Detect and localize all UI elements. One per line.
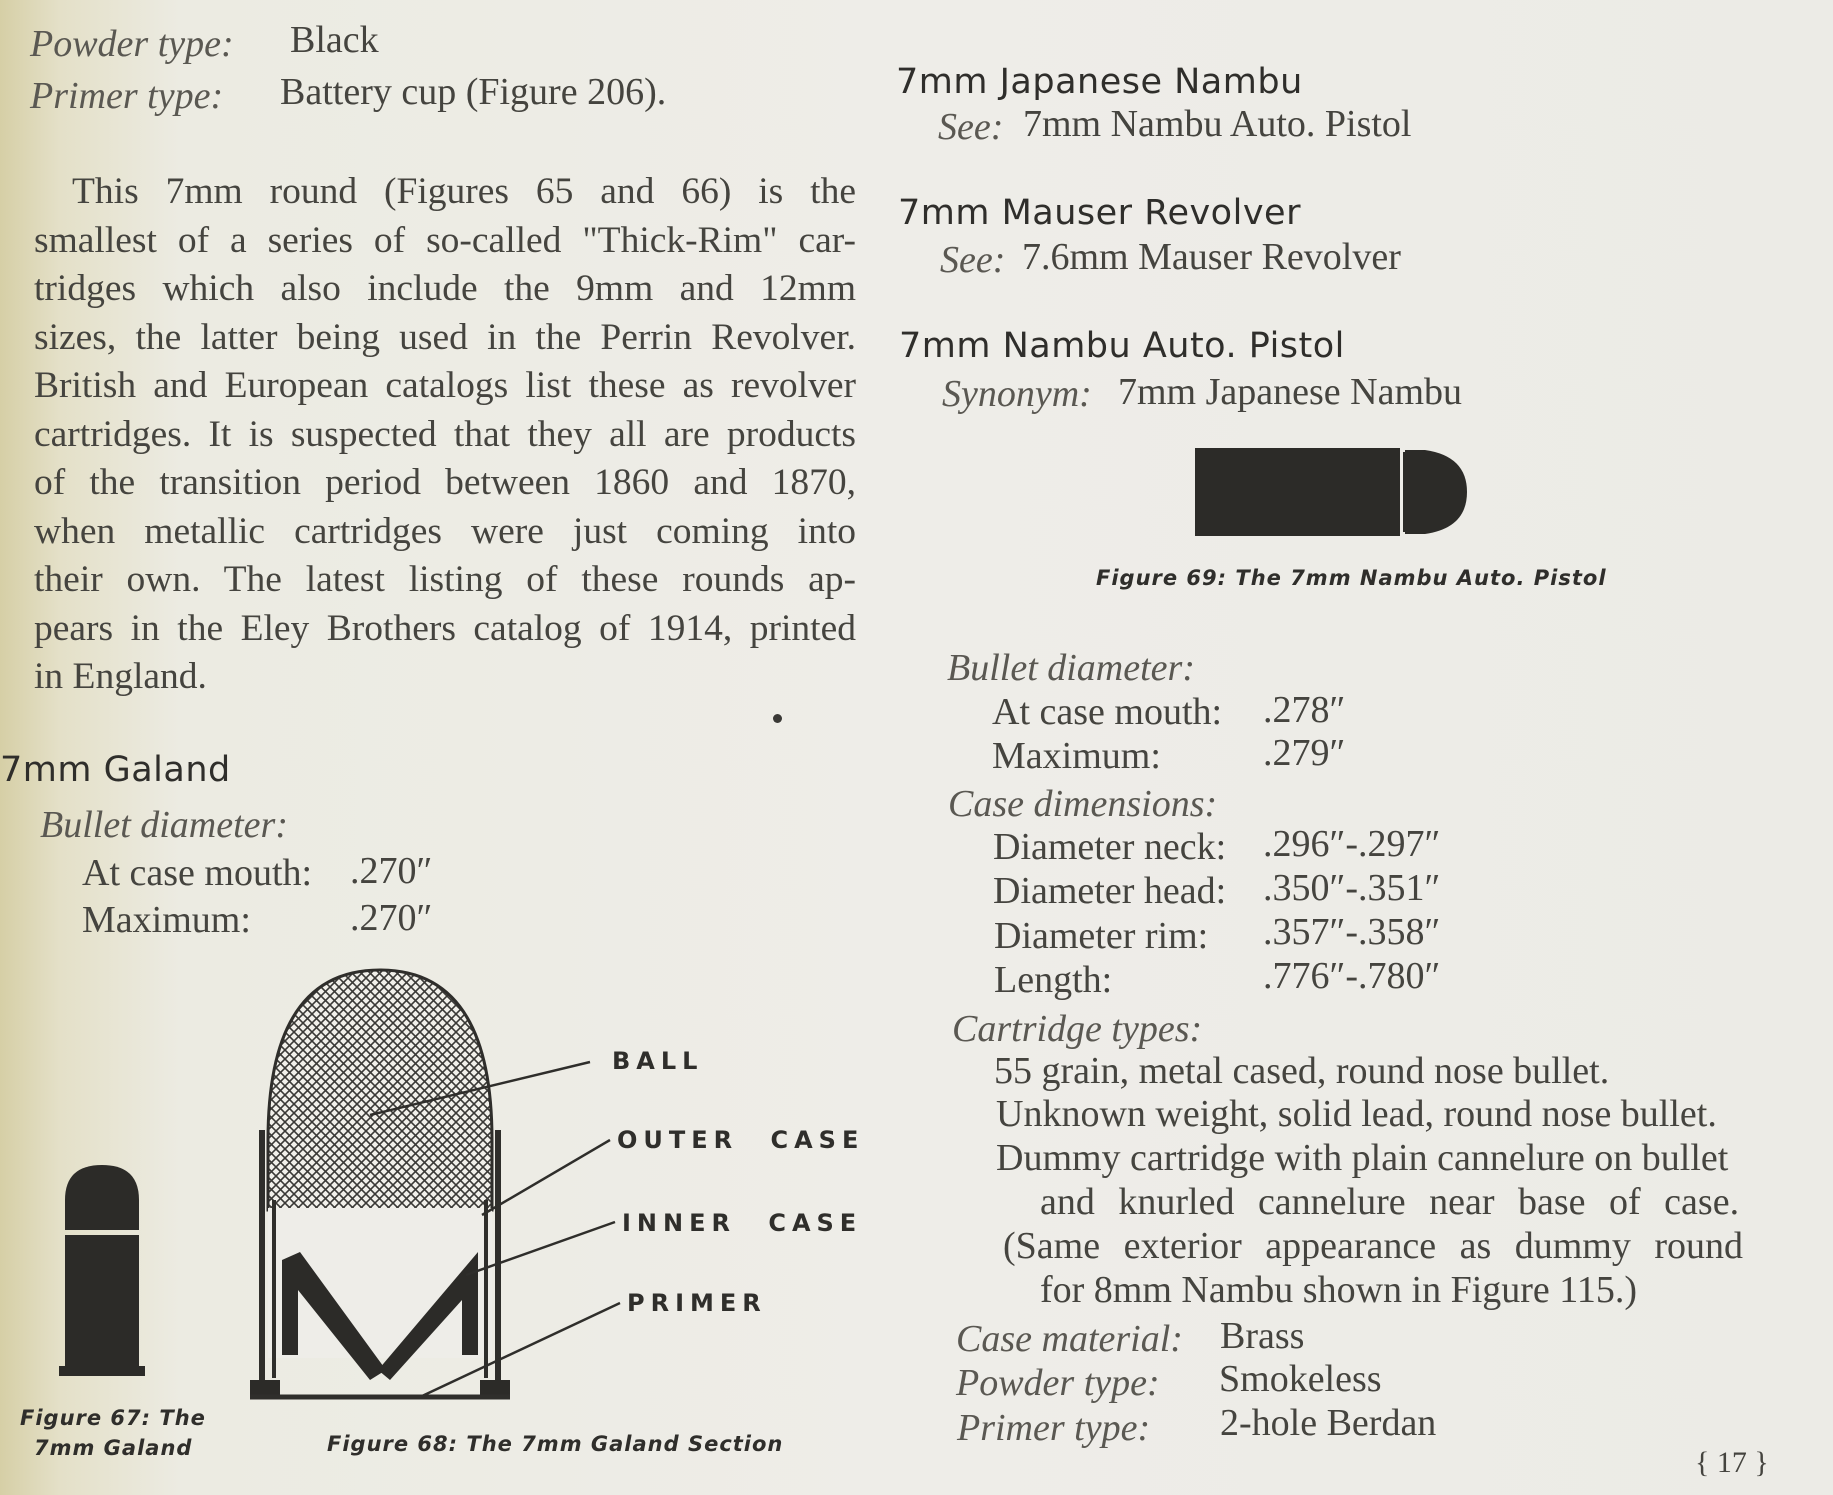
galand-max-label: Maximum: bbox=[82, 899, 251, 941]
paragraph-line: smallest of a series of so-called "Thick-Rim" car- bbox=[34, 219, 856, 261]
paragraph-line: in England. bbox=[34, 656, 207, 697]
label-inner-case: INNER CASE bbox=[622, 1209, 863, 1237]
nambu-primer-label: Primer type: bbox=[957, 1407, 1151, 1449]
nambu-case-label: Case dimensions: bbox=[948, 783, 1218, 825]
nambu-bullet-label: Bullet diameter: bbox=[947, 647, 1195, 689]
nambu-types-label: Cartridge types: bbox=[952, 1008, 1203, 1050]
japanese-see-value: 7mm Nambu Auto. Pistol bbox=[1023, 103, 1412, 145]
nambu-material-label: Case material: bbox=[956, 1318, 1183, 1360]
figure67-caption-line1: Figure 67: The bbox=[20, 1406, 206, 1430]
nambu-head-value: .350″-.351″ bbox=[1263, 867, 1441, 909]
cartridge-type-line: Dummy cartridge with plain cannelure on bullet bbox=[996, 1137, 1729, 1179]
paragraph-line: British and European catalogs list these as revolver bbox=[34, 365, 856, 406]
page-number: { 17 } bbox=[1695, 1446, 1769, 1479]
mauser-revolver-heading: 7mm Mauser Revolver bbox=[898, 193, 1301, 233]
nambu-max-label: Maximum: bbox=[992, 735, 1161, 777]
paragraph-line: when metallic cartridges were just coming into bbox=[34, 510, 856, 552]
primer-type-value: Battery cup (Figure 206). bbox=[280, 71, 667, 113]
nambu-powder-label: Powder type: bbox=[956, 1362, 1160, 1404]
nambu-head-label: Diameter head: bbox=[993, 870, 1227, 912]
galand-mouth-value: .270″ bbox=[350, 850, 433, 892]
cartridge-type-line: for 8mm Nambu shown in Figure 115.) bbox=[1040, 1269, 1638, 1311]
ink-speck bbox=[773, 714, 782, 723]
nambu-synonym-label: Synonym: bbox=[942, 373, 1092, 415]
paragraph-line: of the transition period between 1860 and 1870, bbox=[34, 462, 856, 503]
nambu-synonym-value: 7mm Japanese Nambu bbox=[1118, 371, 1463, 413]
figure69-caption: Figure 69: The 7mm Nambu Auto. Pistol bbox=[1096, 566, 1607, 590]
cartridge-type-line: (Same exterior appearance as dummy round bbox=[1003, 1225, 1744, 1267]
nambu-rim-label: Diameter rim: bbox=[994, 915, 1209, 957]
primer-type-label: Primer type: bbox=[30, 75, 224, 117]
paragraph-line: cartridges. It is suspected that they all are products bbox=[34, 413, 856, 455]
nambu-pistol-heading: 7mm Nambu Auto. Pistol bbox=[899, 326, 1345, 366]
paragraph-line: This 7mm round (Figures 65 and 66) is the bbox=[72, 171, 856, 212]
body-paragraph bbox=[34, 168, 856, 702]
japanese-nambu-heading: 7mm Japanese Nambu bbox=[896, 62, 1303, 102]
galand-max-value: .270″ bbox=[350, 897, 433, 939]
paragraph-line: their own. The latest listing of these rounds ap- bbox=[34, 559, 856, 600]
figure69-cartridge-silhouette bbox=[1193, 442, 1473, 542]
nambu-mouth-value: .278″ bbox=[1263, 689, 1346, 731]
galand-bullet-label: Bullet diameter: bbox=[40, 804, 288, 846]
figure68-caption: Figure 68: The 7mm Galand Section bbox=[327, 1432, 784, 1456]
label-primer: PRIMER bbox=[627, 1289, 767, 1317]
paragraph-line: tridges which also include the 9mm and 12mm bbox=[34, 268, 856, 309]
paragraph-line: sizes, the latter being used in the Perrin Revolver. bbox=[34, 316, 856, 358]
nambu-material-value: Brass bbox=[1220, 1315, 1305, 1357]
nambu-mouth-label: At case mouth: bbox=[992, 691, 1223, 733]
cartridge-type-line: Unknown weight, solid lead, round nose bullet. bbox=[996, 1093, 1717, 1135]
nambu-primer-value: 2-hole Berdan bbox=[1220, 1402, 1437, 1444]
figure67-cartridge-silhouette bbox=[55, 1160, 155, 1380]
nambu-powder-value: Smokeless bbox=[1219, 1358, 1382, 1400]
nambu-max-value: .279″ bbox=[1263, 732, 1346, 774]
paragraph-line: pears in the Eley Brothers catalog of 1914, printed bbox=[34, 607, 856, 649]
nambu-neck-value: .296″-.297″ bbox=[1263, 823, 1441, 865]
mauser-see-label: See: bbox=[940, 239, 1006, 281]
galand-heading: 7mm Galand bbox=[0, 750, 231, 790]
figure68-section-drawing bbox=[240, 960, 520, 1410]
powder-type-value: Black bbox=[290, 19, 379, 61]
cartridge-type-line: 55 grain, metal cased, round nose bullet. bbox=[994, 1050, 1610, 1092]
nambu-neck-label: Diameter neck: bbox=[993, 826, 1227, 868]
ball-hatched bbox=[268, 970, 492, 1210]
label-ball: BALL bbox=[612, 1047, 704, 1075]
mauser-see-value: 7.6mm Mauser Revolver bbox=[1022, 236, 1401, 278]
powder-type-label: Powder type: bbox=[30, 23, 234, 65]
label-outer-case: OUTER CASE bbox=[617, 1126, 865, 1154]
galand-mouth-label: At case mouth: bbox=[82, 852, 313, 894]
cartridge-type-line: and knurled cannelure near base of case. bbox=[1040, 1181, 1740, 1223]
nambu-length-value: .776″-.780″ bbox=[1263, 955, 1441, 997]
case-rim bbox=[250, 1380, 510, 1395]
japanese-see-label: See: bbox=[938, 106, 1004, 148]
nambu-length-label: Length: bbox=[994, 959, 1113, 1001]
nambu-rim-value: .357″-.358″ bbox=[1263, 911, 1441, 953]
figure67-caption-line2: 7mm Galand bbox=[34, 1436, 193, 1460]
